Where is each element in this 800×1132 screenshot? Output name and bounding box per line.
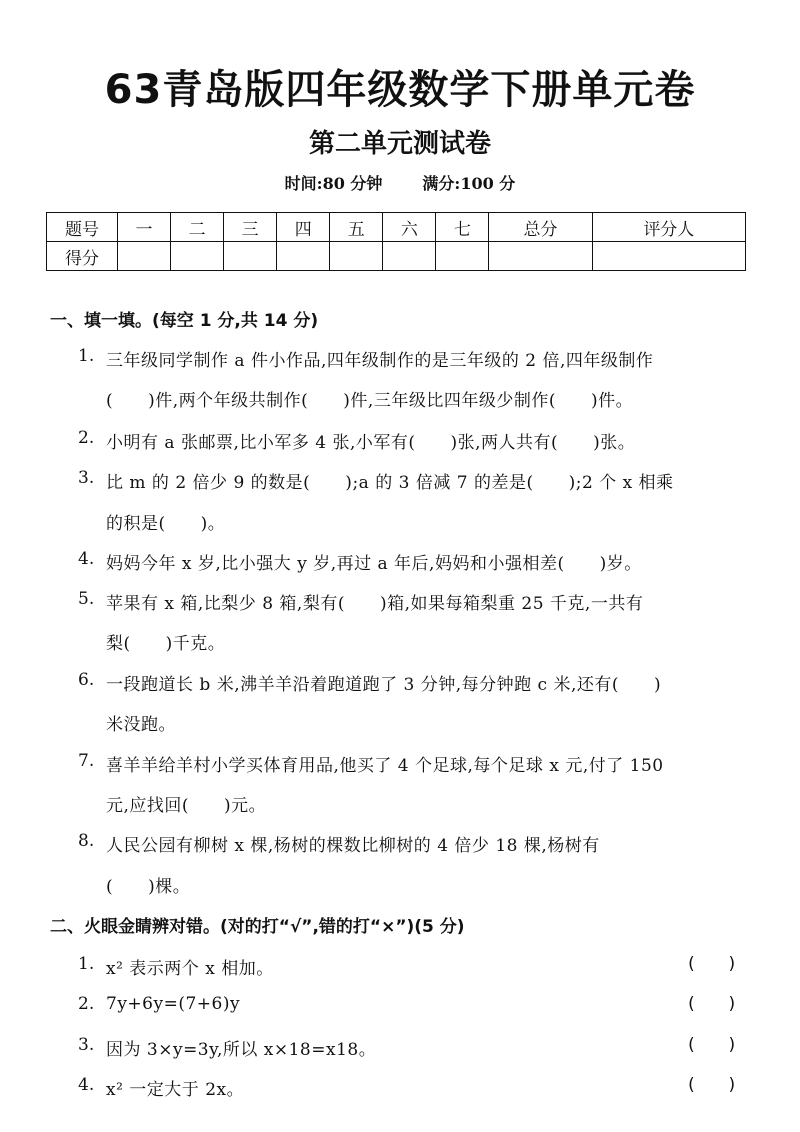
question-number: 7. — [78, 751, 95, 771]
question-number: 8. — [78, 831, 95, 851]
score-input-cell[interactable] — [383, 242, 436, 271]
question-number: 4. — [78, 1075, 95, 1095]
question-text: 米没跑。 — [106, 715, 176, 735]
table-cell: 得分 — [47, 242, 118, 271]
page-subtitle: 第二单元测试卷 — [308, 129, 491, 159]
answer-box[interactable]: ( ) — [686, 1075, 738, 1095]
answer-box[interactable]: ( ) — [686, 954, 738, 974]
question-number: 6. — [78, 670, 95, 690]
question-number: 3. — [78, 1035, 95, 1055]
question-number: 3. — [78, 468, 95, 488]
score-input-cell[interactable] — [330, 242, 383, 271]
question-text: 梨( )千克。 — [106, 634, 226, 654]
question-text: 苹果有 x 箱,比梨少 8 箱,梨有( )箱,如果每箱梨重 25 千克,一共有 — [106, 594, 644, 614]
time-label: 时间:80 分钟 — [284, 174, 383, 193]
score-table — [46, 212, 746, 271]
score-input-cell[interactable] — [171, 242, 224, 271]
page-title: 63青岛版四年级数学下册单元卷 — [104, 67, 696, 113]
exam-meta — [0, 171, 800, 194]
question-text: 妈妈今年 x 岁,比小强大 y 岁,再过 a 年后,妈妈和小强相差( )岁。 — [106, 554, 642, 574]
table-cell: 总分 — [489, 213, 592, 242]
table-row — [47, 242, 746, 271]
score-label: 满分:100 分 — [422, 174, 516, 193]
question-number: 2. — [78, 428, 95, 448]
question-text: 人民公园有柳树 x 棵,杨树的棵数比柳树的 4 倍少 18 棵,杨树有 — [106, 836, 600, 856]
question-number: 2. — [78, 994, 95, 1014]
question-text: 喜羊羊给羊村小学买体育用品,他买了 4 个足球,每个足球 x 元,付了 150 — [106, 756, 664, 776]
table-cell: 七 — [436, 213, 489, 242]
question-text: 7y+6y=(7+6)y — [106, 994, 241, 1014]
table-cell: 三 — [224, 213, 277, 242]
section-heading: 一、填一填。(每空 1 分,共 14 分) — [50, 311, 319, 331]
question-text: 元,应找回( )元。 — [106, 796, 267, 816]
table-cell: 二 — [171, 213, 224, 242]
question-text: 的积是( )。 — [106, 514, 226, 534]
question-text: 比 m 的 2 倍少 9 的数是( );a 的 3 倍减 7 的差是( );2 个 x 相乘 — [106, 473, 674, 493]
section-heading: 二、火眼金睛辨对错。(对的打“√”,错的打“×”)(5 分) — [50, 917, 465, 937]
score-input-cell[interactable] — [436, 242, 489, 271]
table-row — [47, 213, 746, 242]
question-text: ( )棵。 — [106, 877, 191, 897]
question-text: ( )件,两个年级共制作( )件,三年级比四年级少制作( )件。 — [106, 391, 634, 411]
question-text: 因为 3×y=3y,所以 x×18=x18。 — [106, 1040, 377, 1060]
score-input-cell[interactable] — [118, 242, 171, 271]
table-cell: 四 — [277, 213, 330, 242]
score-input-cell[interactable] — [277, 242, 330, 271]
question-text: 小明有 a 张邮票,比小军多 4 张,小军有( )张,两人共有( )张。 — [106, 433, 636, 453]
question-number: 5. — [78, 589, 95, 609]
score-input-cell[interactable] — [489, 242, 592, 271]
question-number: 1. — [78, 346, 95, 366]
question-text: x² 一定大于 2x。 — [106, 1080, 245, 1100]
table-cell: 六 — [383, 213, 436, 242]
score-input-cell[interactable] — [592, 242, 745, 271]
question-text: 三年级同学制作 a 件小作品,四年级制作的是三年级的 2 倍,四年级制作 — [106, 351, 654, 371]
question-number: 4. — [78, 549, 95, 569]
answer-box[interactable]: ( ) — [686, 1035, 738, 1055]
answer-box[interactable]: ( ) — [686, 994, 738, 1014]
table-cell: 一 — [118, 213, 171, 242]
question-text: x² 表示两个 x 相加。 — [106, 959, 274, 979]
table-cell: 五 — [330, 213, 383, 242]
question-text: 一段跑道长 b 米,沸羊羊沿着跑道跑了 3 分钟,每分钟跑 c 米,还有( ) — [106, 675, 662, 695]
question-number: 1. — [78, 954, 95, 974]
score-input-cell[interactable] — [224, 242, 277, 271]
table-cell: 评分人 — [592, 213, 745, 242]
table-cell: 题号 — [47, 213, 118, 242]
